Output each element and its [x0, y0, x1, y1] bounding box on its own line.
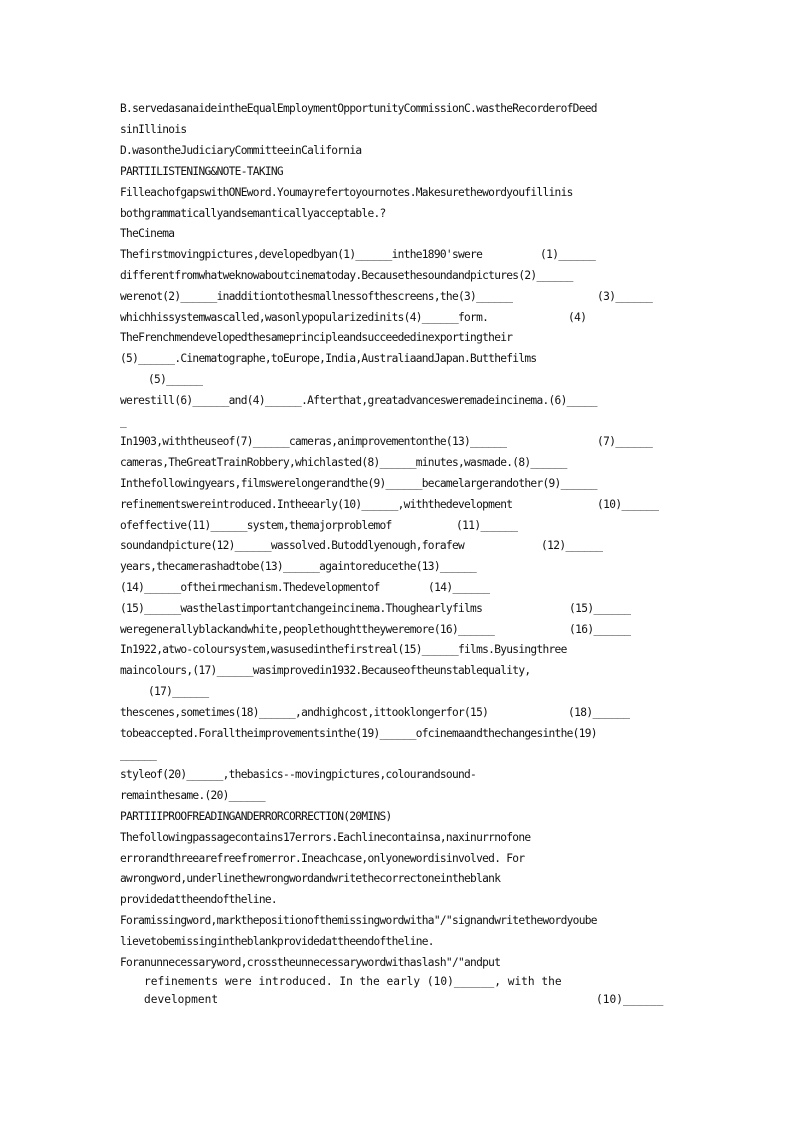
text-line: development: [144, 993, 219, 1006]
text-line: soundandpicture(12)______wassolved.Butoddlyenough,forafew: [120, 539, 465, 552]
text-line: werestill(6)______and(4)______.Afterthat,greatadvancesweremadeincinema.(6)_____: [120, 394, 597, 407]
answer-blank: (14)______: [428, 581, 490, 594]
text-line: cameras,TheGreatTrainRobbery,whichlasted(8)______minutes,wasmade.(8)______: [120, 456, 567, 469]
answer-blank: (12)______: [541, 539, 603, 552]
text-line: sinIllinois: [120, 123, 187, 136]
passage-title: TheCinema: [120, 227, 175, 240]
text-line: In1922,atwo-coloursystem,wasusedinthefirstreal(15)______films.Byusingthree: [120, 643, 567, 656]
text-line: Inthefollowingyears,filmswerelongerandthe(9)______becamelargerandother(9)______: [120, 477, 597, 490]
text-line: Thefollowingpassagecontains17errors.Eachlinecontainsa,naxinurrnofone: [120, 831, 531, 844]
text-line: (15)______wasthelastimportantchangeincinema.Thoughearlyfilms: [120, 602, 483, 615]
text-line: TheFrenchmendevelopedthesameprincipleandsucceededinexportingtheir: [120, 331, 513, 344]
text-line: maincolours,(17)______wasimprovedin1932.Becauseoftheunstablequality,: [120, 664, 531, 677]
text-line: _: [120, 415, 127, 428]
text-line: styleof(20)______,thebasics--movingpictures,colourandsound-: [120, 768, 477, 781]
text-line: ofeffective(11)______system,themajorproblemof: [120, 519, 392, 532]
answer-blank: (15)______: [569, 602, 631, 615]
answer-blank: (1)______: [540, 248, 596, 261]
text-line: B.servedasanaideintheEqualEmploymentOpportunityCommissionC.wastheRecorderofDeed: [120, 102, 597, 115]
answer-blank: (10)______: [597, 498, 659, 511]
text-line: (5)______: [148, 373, 203, 386]
text-line: Foramissingword,markthepositionofthemissingwordwitha"/"signandwritethewordyoube: [120, 914, 597, 927]
text-line: remainthesame.(20)______: [120, 789, 265, 802]
text-line: Thefirstmovingpictures,developedbyan(1)______inthe1890'swere: [120, 248, 483, 261]
text-line: errorandthreearefreefromerror.Ineachcase,onlyonewordisinvolved. For: [120, 852, 525, 865]
answer-blank: (18)______: [568, 706, 630, 719]
text-line: weregenerallyblackandwhite,peoplethoughttheyweremore(16)______: [120, 623, 495, 636]
section-heading: PARTIILISTENING&NOTE-TAKING: [120, 165, 283, 178]
text-line: thescenes,sometimes(18)______,andhighcost,ittooklongerfor(15): [120, 706, 489, 719]
text-line: years,thecamerashadtobe(13)______againtoreducethe(13)______: [120, 560, 477, 573]
text-line: werenot(2)______inadditiontothesmallnessofthescreens,the(3)______: [120, 290, 513, 303]
answer-blank: (3)______: [597, 290, 653, 303]
text-line: tobeaccepted.Foralltheimprovementsinthe(19)______ofcinemaandthechangesinthe(19): [120, 727, 597, 740]
text-line: FilleachofgapswithONEword.Youmayrefertoyournotes.Makesurethewordyoufillinis: [120, 186, 573, 199]
text-line: lievetobemissingintheblankprovidedattheendoftheline.: [120, 935, 434, 948]
text-line: (14)______oftheirmechanism.Thedevelopmentof: [120, 581, 380, 594]
text-line: (17)______: [148, 685, 209, 698]
text-line: refinementswereintroduced.Intheearly(10)______,withthedevelopment: [120, 498, 513, 511]
text-line: ______: [120, 748, 157, 761]
text-line: Foranunnecessaryword,crosstheunnecessarywordwithaslash"/"andput: [120, 956, 501, 969]
answer-blank: (4): [568, 311, 587, 324]
text-line: whichhissystemwascalled,wasonlypopularizedinits(4)______form.: [120, 311, 489, 324]
text-line: awrongword,underlinethewrongwordandwritethecorrectoneintheblank: [120, 872, 501, 885]
answer-blank: (11)______: [456, 519, 518, 532]
text-line: In1903,withtheuseof(7)______cameras,animprovementonthe(13)______: [120, 435, 507, 448]
section-heading: PARTIIIPROOFREADINGANDERRORCORRECTION(20MINS): [120, 810, 392, 823]
text-line: refinements were introduced. In the early (10)______, with the: [144, 975, 562, 988]
text-line: bothgrammaticallyandsemanticallyacceptable.?: [120, 207, 386, 220]
text-line: (5)______.Cinematographe,toEurope,India,AustraliaandJapan.Butthefilms: [120, 352, 537, 365]
answer-blank: (16)______: [569, 623, 631, 636]
answer-blank: (7)______: [597, 435, 653, 448]
text-line: D.wasontheJudiciaryCommitteeinCalifornia: [120, 144, 362, 157]
answer-blank: (10)______: [596, 993, 664, 1006]
text-line: providedattheendoftheline.: [120, 893, 277, 906]
text-line: differentfromwhatweknowaboutcinematoday.Becausethesoundandpictures(2)______: [120, 269, 573, 282]
